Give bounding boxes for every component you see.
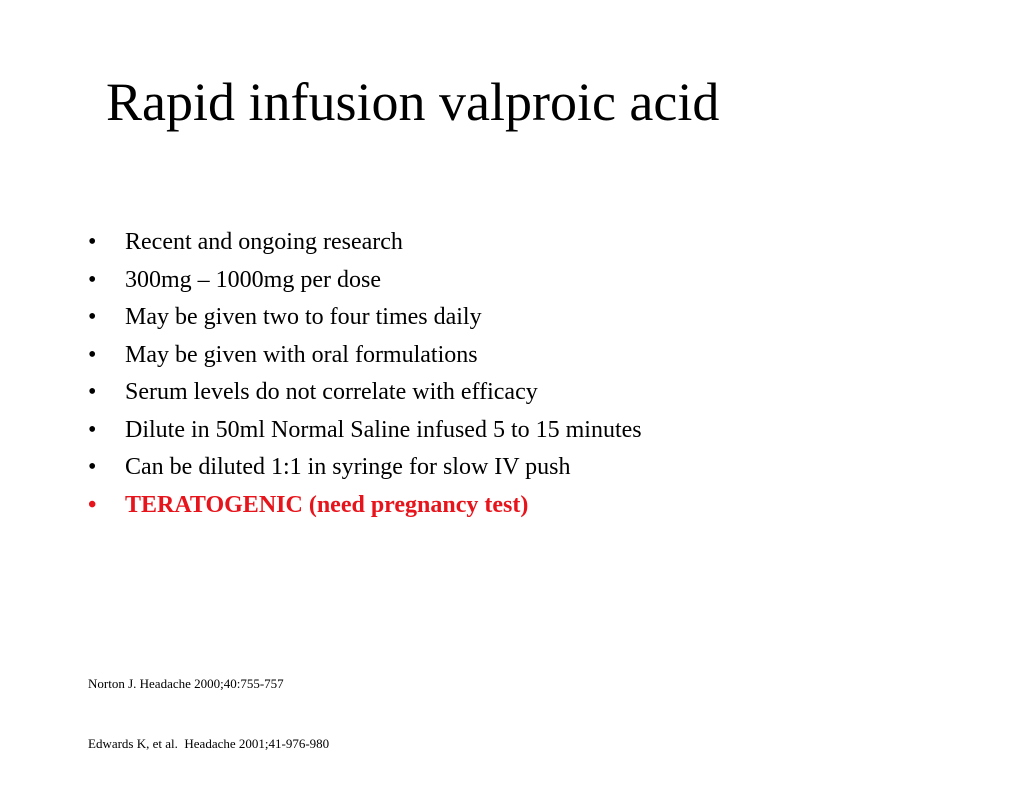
bullet-dot-icon: • [88, 304, 97, 330]
bullet-text: Serum levels do not correlate with efficacy [125, 379, 538, 405]
bullet-dot-icon: • [88, 491, 97, 518]
bullet-dot-icon: • [88, 229, 97, 255]
bullet-dot-icon: • [88, 416, 97, 443]
bullet-dot-icon: • [88, 266, 97, 293]
bullet-text: Dilute in 50ml Normal Saline infused 5 to 15 minutes [125, 416, 642, 443]
bullet-text: Can be diluted 1:1 in syringe for slow IV push [125, 454, 571, 480]
bullet-dot-icon: • [88, 341, 97, 368]
warning-bullet-text: TERATOGENIC (need pregnancy test) [125, 491, 529, 518]
bullet-text: May be given two to four times daily [125, 304, 482, 330]
references [88, 634, 329, 794]
reference-line: Norton J. Headache 2000;40:755-757 [88, 676, 284, 691]
slide-title: Rapid infusion valproic acid [106, 72, 720, 132]
bullet-text: May be given with oral formulations [125, 341, 478, 368]
bullet-dot-icon: • [88, 379, 97, 405]
reference-line: Edwards K, et al. Headache 2001;41-976-980 [88, 736, 330, 751]
bullet-text: Recent and ongoing research [125, 229, 403, 255]
bullet-dot-icon: • [88, 454, 97, 480]
bullet-text: 300mg – 1000mg per dose [125, 266, 381, 293]
